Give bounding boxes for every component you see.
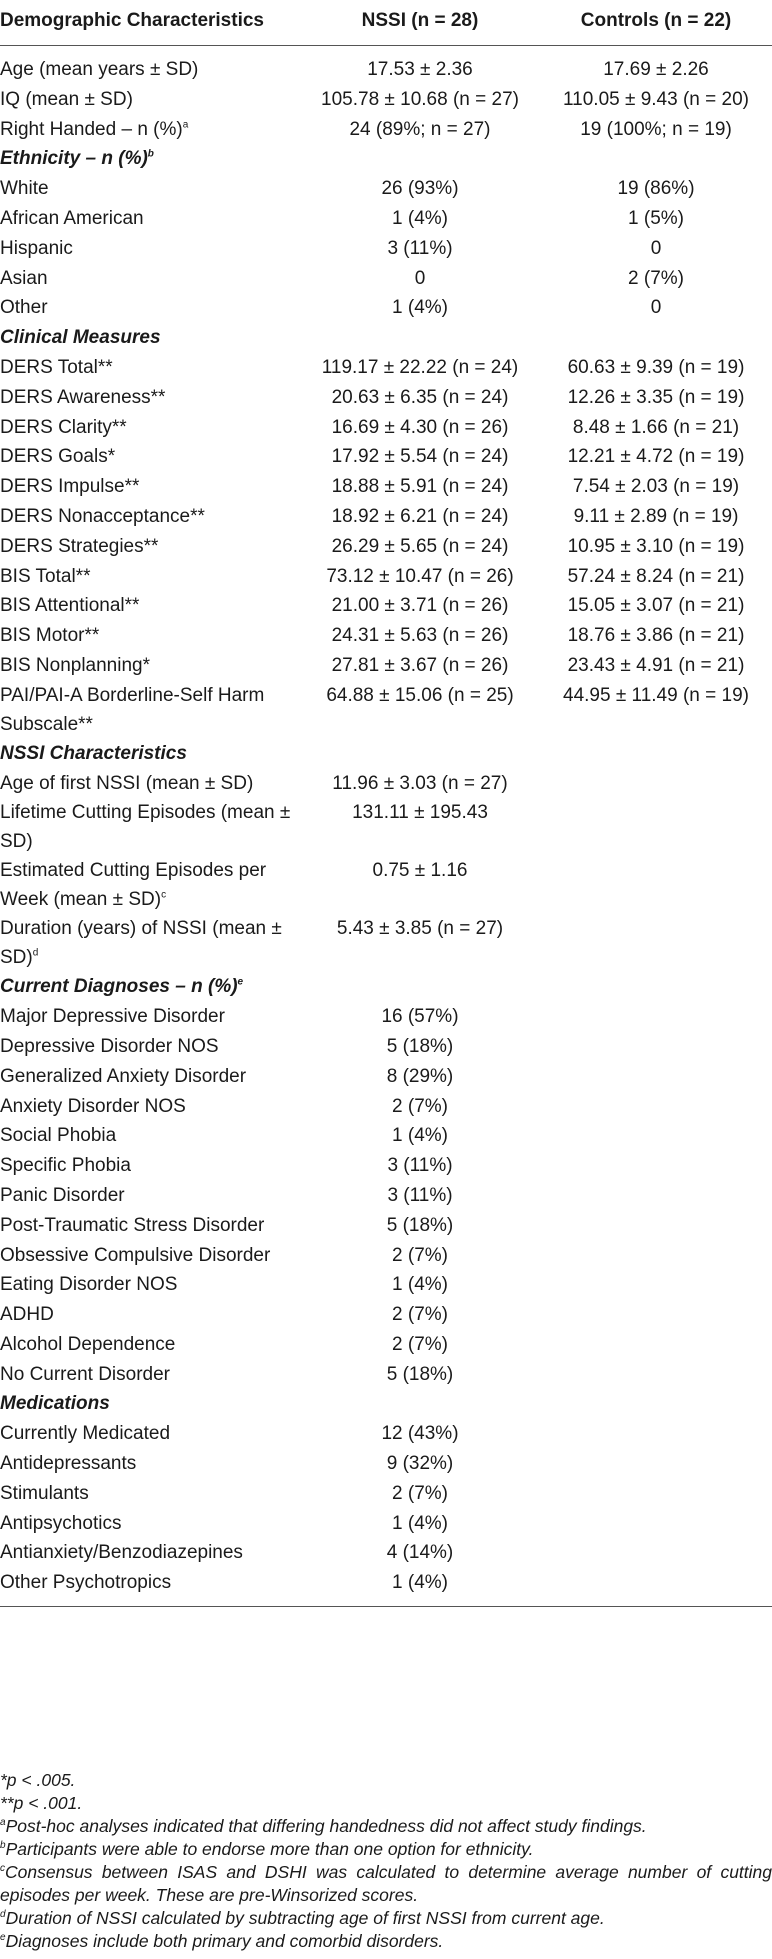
- nssi-value: 0.75 ± 1.16: [372, 860, 468, 882]
- section-row: [0, 1389, 772, 1419]
- table-row: [0, 46, 772, 85]
- row-label-text: Lifetime Cutting Episodes (mean ± SD): [0, 802, 291, 853]
- controls-value: [540, 1211, 772, 1241]
- row-label: [0, 1419, 300, 1449]
- nssi-value: 0: [414, 267, 426, 289]
- section-heading: [0, 739, 772, 769]
- table-row: [0, 1241, 772, 1271]
- table-row: [0, 1151, 772, 1181]
- row-label-text: IQ (mean ± SD): [0, 88, 133, 110]
- section-title: Current Diagnoses – n (%): [0, 976, 238, 998]
- table-row: [0, 264, 772, 294]
- row-label: [0, 472, 300, 502]
- nssi-value: 3 (11%): [387, 1155, 453, 1177]
- row-label-text: Right Handed – n (%): [0, 118, 183, 140]
- table-row: [0, 472, 772, 502]
- nssi-value: 4 (14%): [386, 1542, 454, 1564]
- table-row: [0, 651, 772, 681]
- footnote-text: Post-hoc analyses indicated that differing handedness did not affect study findings.: [5, 1816, 647, 1836]
- row-label: [0, 1151, 300, 1181]
- row-label: [0, 264, 300, 294]
- nssi-value: 17.53 ± 2.36: [367, 59, 473, 80]
- row-label: [0, 1002, 300, 1032]
- section-heading: [0, 144, 772, 174]
- nssi-value: 5 (18%): [386, 1035, 454, 1057]
- row-label: [0, 914, 300, 972]
- nssi-value: 1 (4%): [392, 1274, 448, 1296]
- controls-value: 1 (5%): [628, 207, 684, 229]
- footnote-text: **p < .001.: [0, 1793, 83, 1813]
- footnote-text: Diagnoses include both primary and comorbid disorders.: [5, 1931, 444, 1951]
- row-label: [0, 353, 300, 383]
- controls-value: 7.54 ± 2.03 (n = 19): [572, 476, 740, 498]
- table-row: [0, 1360, 772, 1390]
- row-label: [0, 174, 300, 204]
- nssi-value: 24 (89%; n = 27): [349, 118, 491, 140]
- row-label-text: Currently Medicated: [0, 1423, 171, 1445]
- section-heading: [0, 323, 772, 353]
- controls-value: [540, 1241, 772, 1271]
- row-label: [0, 1568, 300, 1606]
- nssi-value: 5.43 ± 3.85 (n = 27): [336, 918, 504, 940]
- row-label-text: DERS Clarity**: [0, 416, 127, 438]
- nssi-value: 1 (4%): [392, 1125, 448, 1147]
- row-label-text: Other Psychotropics: [0, 1572, 172, 1594]
- controls-value: [540, 1419, 772, 1449]
- row-label: [0, 1509, 300, 1539]
- table-row: [0, 1002, 772, 1032]
- controls-value: [540, 1479, 772, 1509]
- section-row: [0, 972, 772, 1002]
- table-row: [0, 1062, 772, 1092]
- nssi-value: 20.63 ± 6.35 (n = 24): [331, 386, 509, 408]
- row-label-text: Specific Phobia: [0, 1155, 131, 1177]
- nssi-value: 1 (4%): [392, 1512, 448, 1534]
- nssi-value: 131.11 ± 195.43: [352, 802, 488, 824]
- controls-value: 19 (100%; n = 19): [580, 118, 732, 140]
- table-row: [0, 234, 772, 264]
- controls-value: 18.76 ± 3.86 (n = 21): [567, 625, 745, 647]
- nssi-value: 12 (43%): [381, 1423, 459, 1445]
- section-title: NSSI Characteristics: [0, 742, 187, 764]
- row-label-text: White: [0, 178, 49, 200]
- table-row: [0, 1479, 772, 1509]
- table-row: [0, 562, 772, 592]
- row-label-text: Antipsychotics: [0, 1512, 122, 1534]
- row-label: [0, 1449, 300, 1479]
- section-title: Medications: [0, 1393, 110, 1415]
- controls-value: [540, 1509, 772, 1539]
- footnote: [0, 1792, 772, 1815]
- footnote: [0, 1815, 772, 1838]
- row-label-text: African American: [0, 207, 144, 229]
- footnote-marker: b: [0, 1840, 6, 1852]
- row-label-text: ADHD: [0, 1304, 54, 1326]
- footnote: [0, 1769, 772, 1792]
- footnote-marker: b: [147, 149, 154, 161]
- table-row: [0, 1330, 772, 1360]
- row-label-text: Age of first NSSI (mean ± SD): [0, 772, 254, 794]
- table-row: [0, 914, 772, 972]
- controls-value: 2 (7%): [628, 267, 684, 289]
- nssi-value: 9 (32%): [386, 1453, 454, 1475]
- table-row: [0, 204, 772, 234]
- table-row: [0, 85, 772, 115]
- controls-value: [540, 1062, 772, 1092]
- row-label: [0, 46, 300, 85]
- table-row: [0, 383, 772, 413]
- footnote-marker: d: [32, 948, 39, 959]
- row-label: [0, 413, 300, 443]
- controls-value: 57.24 ± 8.24 (n = 21): [567, 565, 745, 587]
- row-label: [0, 1241, 300, 1271]
- table-row: [0, 1509, 772, 1539]
- row-label: [0, 532, 300, 562]
- nssi-value: 2 (7%): [392, 1482, 448, 1504]
- row-label: [0, 681, 300, 739]
- table-row: [0, 532, 772, 562]
- row-label-text: DERS Strategies**: [0, 535, 159, 557]
- nssi-value: 16.69 ± 4.30 (n = 26): [331, 416, 509, 438]
- nssi-value: 21.00 ± 3.71 (n = 26): [331, 595, 509, 617]
- footnotes: [0, 1769, 772, 1953]
- row-label-text: Antidepressants: [0, 1453, 137, 1475]
- demographics-table: [0, 6, 772, 1607]
- nssi-value: 1 (4%): [392, 207, 448, 229]
- section-heading: [0, 972, 772, 1002]
- controls-value: [540, 1002, 772, 1032]
- table-row: [0, 1181, 772, 1211]
- controls-value: 110.05 ± 9.43 (n = 20): [563, 88, 749, 110]
- row-label-text: BIS Attentional**: [0, 595, 140, 617]
- row-label: [0, 591, 300, 621]
- table-row: [0, 413, 772, 443]
- table-row: [0, 769, 772, 799]
- table-row: [0, 621, 772, 651]
- nssi-value: 2 (7%): [392, 1304, 448, 1326]
- table-row: [0, 681, 772, 739]
- footnote: [0, 1907, 772, 1930]
- row-label: [0, 502, 300, 532]
- row-label: [0, 1211, 300, 1241]
- controls-value: 19 (86%): [617, 178, 695, 200]
- row-label-text: Eating Disorder NOS: [0, 1274, 178, 1296]
- footnote-marker: e: [237, 977, 244, 988]
- controls-value: 9.11 ± 2.89 (n = 19): [573, 505, 739, 527]
- table-row: [0, 1211, 772, 1241]
- nssi-value: 16 (57%): [381, 1006, 459, 1028]
- table-row: [0, 174, 772, 204]
- controls-value: [540, 1032, 772, 1062]
- nssi-value: 2 (7%): [392, 1244, 448, 1266]
- row-label: [0, 1092, 300, 1122]
- table-row: [0, 293, 772, 323]
- row-label-text: Asian: [0, 267, 48, 289]
- table-row: [0, 1270, 772, 1300]
- controls-value: [540, 1300, 772, 1330]
- row-label: [0, 1181, 300, 1211]
- row-label-text: Hispanic: [0, 237, 73, 259]
- controls-value: [540, 1151, 772, 1181]
- controls-value: 15.05 ± 3.07 (n = 21): [567, 595, 745, 617]
- header-nssi: NSSI (n = 28): [361, 10, 479, 31]
- row-label-text: Anxiety Disorder NOS: [0, 1095, 186, 1117]
- footnote: [0, 1930, 772, 1953]
- row-label-text: Duration (years) of NSSI (mean ± SD): [0, 918, 282, 969]
- table-row: [0, 1449, 772, 1479]
- row-label-text: DERS Nonacceptance**: [0, 505, 205, 527]
- nssi-value: 3 (11%): [387, 237, 453, 259]
- nssi-value: 18.88 ± 5.91 (n = 24): [331, 476, 509, 498]
- footnote-marker: c: [0, 1863, 5, 1875]
- nssi-value: 26 (93%): [381, 178, 459, 200]
- row-label: [0, 293, 300, 323]
- row-label: [0, 1330, 300, 1360]
- section-row: [0, 144, 772, 174]
- nssi-value: 26.29 ± 5.65 (n = 24): [331, 535, 509, 557]
- footnote-marker: c: [161, 890, 167, 901]
- controls-value: [540, 1360, 772, 1390]
- row-label: [0, 1360, 300, 1390]
- row-label-text: DERS Impulse**: [0, 476, 140, 498]
- row-label-text: Panic Disorder: [0, 1184, 125, 1206]
- section-row: [0, 739, 772, 769]
- row-label-text: Obsessive Compulsive Disorder: [0, 1244, 271, 1266]
- controls-value: 0: [650, 297, 662, 319]
- footnote-text: Participants were able to endorse more than one option for ethnicity.: [5, 1839, 534, 1859]
- section-row: [0, 323, 772, 353]
- row-label-text: DERS Awareness**: [0, 386, 166, 408]
- footnote: [0, 1838, 772, 1861]
- controls-value: 17.69 ± 2.26: [603, 59, 709, 80]
- row-label: [0, 1479, 300, 1509]
- row-label-text: PAI/PAI-A Borderline-Self Harm Subscale**: [0, 684, 265, 735]
- row-label: [0, 1032, 300, 1062]
- row-label-text: Depressive Disorder NOS: [0, 1035, 219, 1057]
- row-label: [0, 1062, 300, 1092]
- row-label: [0, 234, 300, 264]
- nssi-value: 1 (4%): [392, 297, 448, 319]
- table-row: [0, 1300, 772, 1330]
- row-label: [0, 1300, 300, 1330]
- table-row: [0, 856, 772, 914]
- header-row: [0, 6, 772, 46]
- footnote-marker: a: [0, 1817, 6, 1829]
- section-heading: [0, 1389, 772, 1419]
- nssi-value: 8 (29%): [386, 1065, 454, 1087]
- nssi-value: 5 (18%): [386, 1363, 454, 1385]
- controls-value: [540, 856, 772, 914]
- section-title: Clinical Measures: [0, 327, 161, 349]
- row-label: [0, 1121, 300, 1151]
- row-label: [0, 383, 300, 413]
- controls-value: [540, 914, 772, 972]
- row-label-text: Generalized Anxiety Disorder: [0, 1065, 247, 1087]
- controls-value: 60.63 ± 9.39 (n = 19): [567, 356, 745, 378]
- table-row: [0, 442, 772, 472]
- row-label-text: DERS Total**: [0, 356, 113, 378]
- nssi-value: 18.92 ± 6.21 (n = 24): [331, 505, 509, 527]
- row-label-text: DERS Goals*: [0, 446, 116, 468]
- nssi-value: 11.96 ± 3.03 (n = 27): [332, 772, 508, 794]
- table-row: [0, 1538, 772, 1568]
- footnote-text: *p < .005.: [0, 1770, 76, 1790]
- row-label-text: Antianxiety/Benzodiazepines: [0, 1542, 243, 1564]
- row-label: [0, 115, 300, 145]
- controls-value: [540, 1538, 772, 1568]
- footnote: [0, 1861, 772, 1907]
- row-label-text: Social Phobia: [0, 1125, 117, 1147]
- controls-value: 10.95 ± 3.10 (n = 19): [567, 535, 745, 557]
- controls-value: 12.26 ± 3.35 (n = 19): [567, 386, 745, 408]
- controls-value: [540, 1568, 772, 1606]
- nssi-value: 27.81 ± 3.67 (n = 26): [331, 654, 509, 676]
- controls-value: [540, 1330, 772, 1360]
- controls-value: [540, 1181, 772, 1211]
- table-row: [0, 1419, 772, 1449]
- row-label: [0, 651, 300, 681]
- nssi-value: 2 (7%): [392, 1333, 448, 1355]
- nssi-value: 17.92 ± 5.54 (n = 24): [331, 446, 509, 468]
- footnote-marker: a: [182, 119, 189, 131]
- table-row: [0, 1032, 772, 1062]
- row-label-text: Age (mean years ± SD): [0, 59, 199, 80]
- row-label-text: Estimated Cutting Episodes per Week (mean ± SD): [0, 860, 267, 911]
- row-label: [0, 442, 300, 472]
- nssi-value: 2 (7%): [392, 1095, 448, 1117]
- nssi-value: 105.78 ± 10.68 (n = 27): [321, 88, 519, 110]
- controls-value: 44.95 ± 11.49 (n = 19): [563, 684, 749, 706]
- controls-value: [540, 1121, 772, 1151]
- table-row: [0, 1121, 772, 1151]
- nssi-value: 24.31 ± 5.63 (n = 26): [331, 625, 509, 647]
- row-label: [0, 856, 300, 914]
- controls-value: 8.48 ± 1.66 (n = 21): [572, 416, 740, 438]
- row-label: [0, 562, 300, 592]
- controls-value: [540, 1270, 772, 1300]
- row-label-text: Alcohol Dependence: [0, 1333, 176, 1355]
- row-label: [0, 85, 300, 115]
- row-label: [0, 769, 300, 799]
- nssi-value: 64.88 ± 15.06 (n = 25): [326, 684, 514, 706]
- table-row: [0, 798, 772, 856]
- table-row: [0, 1568, 772, 1606]
- table-row: [0, 353, 772, 383]
- footnote-text: Consensus between ISAS and DSHI was calculated to determine average number of cutting episodes per week. These are pre-Winsorized scores.: [0, 1862, 772, 1905]
- row-label-text: BIS Motor**: [0, 625, 100, 647]
- footnote-text: Duration of NSSI calculated by subtracting age of first NSSI from current age.: [5, 1908, 605, 1928]
- header-controls: Controls (n = 22): [580, 10, 732, 31]
- header-characteristics: Demographic Characteristics: [0, 10, 264, 31]
- row-label-text: BIS Nonplanning*: [0, 654, 150, 676]
- table-row: [0, 115, 772, 145]
- row-label-text: Post-Traumatic Stress Disorder: [0, 1214, 265, 1236]
- table-row: [0, 502, 772, 532]
- controls-value: 23.43 ± 4.91 (n = 21): [567, 654, 745, 676]
- controls-value: [540, 1092, 772, 1122]
- row-label-text: Other: [0, 297, 48, 319]
- nssi-value: 5 (18%): [386, 1214, 454, 1236]
- table-row: [0, 1092, 772, 1122]
- row-label-text: No Current Disorder: [0, 1363, 170, 1385]
- controls-value: 0: [650, 237, 662, 259]
- row-label: [0, 1538, 300, 1568]
- row-label: [0, 621, 300, 651]
- controls-value: 12.21 ± 4.72 (n = 19): [567, 446, 745, 468]
- nssi-value: 3 (11%): [387, 1184, 453, 1206]
- row-label: [0, 204, 300, 234]
- section-title: Ethnicity – n (%): [0, 148, 148, 170]
- footnote-marker: e: [0, 1932, 6, 1944]
- nssi-value: 119.17 ± 22.22 (n = 24): [321, 356, 519, 378]
- table-body: [0, 46, 772, 1607]
- nssi-value: 73.12 ± 10.47 (n = 26): [326, 565, 514, 587]
- row-label: [0, 1270, 300, 1300]
- footnote-marker: d: [0, 1909, 6, 1921]
- nssi-value: 1 (4%): [392, 1572, 448, 1594]
- controls-value: [540, 798, 772, 856]
- controls-value: [540, 1449, 772, 1479]
- controls-value: [540, 769, 772, 799]
- row-label-text: Major Depressive Disorder: [0, 1006, 225, 1028]
- row-label-text: Stimulants: [0, 1482, 89, 1504]
- row-label-text: BIS Total**: [0, 565, 91, 587]
- row-label: [0, 798, 300, 856]
- table-row: [0, 591, 772, 621]
